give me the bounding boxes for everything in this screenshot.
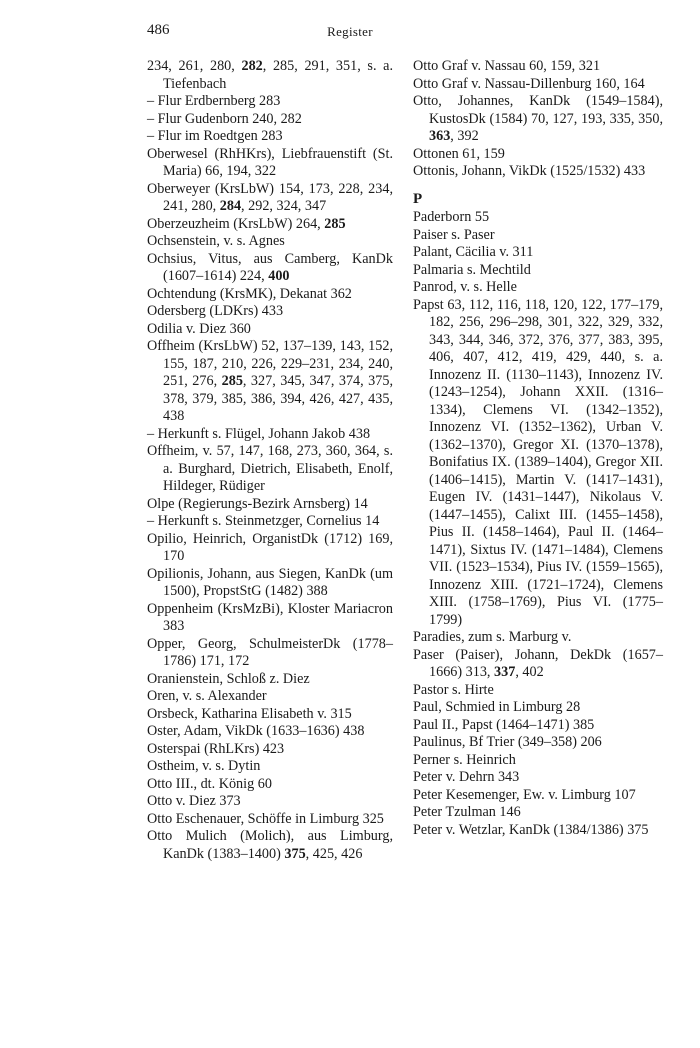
entry-text: , 327, 345, 347, 374, 375, 378, 379, 385, 386, 394, 426, 427, 435, 438 [163, 373, 394, 424]
index-entry [147, 828, 393, 863]
index-entry [147, 286, 393, 304]
entry-text: 234, 261, 280, [147, 58, 242, 74]
entry-text: Oberwesel (RhHKrs), Liebfrauenstift (St. Maria) 66, 194, 322 [147, 145, 393, 179]
index-entry [413, 647, 663, 682]
index-entry [147, 321, 393, 339]
entry-text: Otto, Johannes, KanDk (1549–1584), KustosDk (1584) 70, 127, 193, 335, 350, [413, 93, 663, 127]
entry-text: Perner s. Heinrich [413, 751, 516, 768]
index-entry [413, 804, 663, 822]
entry-text: Oster, Adam, VikDk (1633–1636) 438 [147, 723, 365, 739]
entry-text: Pastor s. Hirte [413, 681, 494, 698]
page-number: 486 [147, 22, 170, 38]
index-entry [147, 776, 393, 794]
entry-text: Odilia v. Diez 360 [147, 320, 251, 337]
entry-text: – Herkunft s. Steinmetzger, Cornelius 14 [147, 513, 380, 529]
index-entry [413, 717, 663, 735]
entry-text: Palant, Cäcilia v. 311 [413, 244, 534, 260]
index-entry [413, 146, 663, 164]
entry-text: Paderborn 55 [413, 209, 490, 225]
bold-page-reference: 400 [268, 268, 290, 284]
index-entry [413, 209, 663, 227]
index-entry [147, 793, 393, 811]
index-entry [147, 251, 393, 286]
bold-page-reference: 285 [324, 215, 346, 232]
entry-text: Paradies, zum s. Marburg v. [413, 629, 572, 645]
entry-text: Peter Tzulman 146 [413, 804, 521, 820]
index-entry [413, 58, 663, 76]
entry-text: Orsbeck, Katharina Elisabeth v. 315 [147, 705, 352, 722]
entry-text: – Flur Gudenborn 240, 282 [147, 110, 302, 127]
index-subentry [147, 513, 393, 531]
entry-text: Ochsius, Vitus, aus Camberg, KanDk (1607–1614) 224, [147, 250, 393, 284]
entry-text: Offheim, v. 57, 147, 168, 273, 360, 364, s. a. Burghard, Dietrich, Elisabeth, Enolf, Hildeger, Rüdiger [147, 443, 393, 494]
entry-text: Papst 63, 112, 116, 118, 120, 122, 177–179, 182, 256, 296–298, 301, 322, 329, 332, 343, 344, 346, 372, 376, 377, 383, 395, 406, 407, 412, 419, 429, 440, s. a. Innozenz II. (1130–1143), Innozenz IV. (1243–1254), Johann XXII. (1316–1334), Clemens VI. (1342–1352), Innozenz VI. (1352–1362), Urban V. (1362–1370), Gregor XI. (1370–1378), Bonifatius IX. (1389–1404), Gregor XII. (1406–1415), Martin V. (1417–1431), Eugen IV. (1431–1447), Nikolaus V. (1447–1455), Calixt III. (1455–1458), Pius II. (1458–1464), Paul II. (1464–1471), Sixtus IV. (1471–1484), Clemens VII. (1523–1534), Pius IV. (1559–1565), Innozenz XIII. (1721–1724), Clemens XIII. (1758–1769), Pius VI. (1775–1799) [413, 296, 663, 628]
entry-text: Otto v. Diez 373 [147, 793, 241, 809]
entry-text: Palmaria s. Mechtild [413, 261, 531, 278]
index-entry [413, 297, 663, 630]
entry-text: Osterspai (RhLKrs) 423 [147, 740, 285, 757]
entry-text: Olpe (Regierungs-Bezirk Arnsberg) 14 [147, 495, 368, 512]
index-entry [413, 629, 663, 647]
index-entry [413, 769, 663, 787]
entry-text: Oppenheim (KrsMzBi), Kloster Mariacron 383 [147, 600, 393, 634]
bold-page-reference: 285 [221, 373, 243, 389]
entry-text: Opilionis, Johann, aus Siegen, KanDk (um 1500), PropstStG (1482) 388 [147, 565, 393, 599]
entry-text: – Flur im Roedtgen 283 [147, 128, 283, 144]
entry-text: Ottonis, Johann, VikDk (1525/1532) 433 [413, 163, 646, 179]
entry-text: Ottonen 61, 159 [413, 145, 505, 162]
index-entry [147, 741, 393, 759]
entry-text: Oranienstein, Schloß z. Diez [147, 670, 310, 687]
index-entry [147, 758, 393, 776]
index-entry [147, 723, 393, 741]
entry-text: Ostheim, v. s. Dytin [147, 758, 261, 774]
index-entry [413, 227, 663, 245]
index-entries-p [413, 209, 663, 839]
entry-text: – Flur Erdbernberg 283 [147, 93, 281, 109]
entry-text: Opper, Georg, SchulmeisterDk (1778–1786) 171, 172 [147, 635, 393, 669]
entry-text: Otto III., dt. König 60 [147, 775, 272, 792]
entry-text: Peter Kesemenger, Ew. v. Limburg 107 [413, 786, 636, 803]
index-entry [413, 76, 663, 94]
index-entry [147, 688, 393, 706]
index-entry [147, 811, 393, 829]
index-entry [147, 303, 393, 321]
index-subentry [147, 93, 393, 111]
index-entry [147, 58, 393, 93]
entry-text: Paul, Schmied in Limburg 28 [413, 699, 581, 715]
index-entry [147, 601, 393, 636]
index-entry [413, 734, 663, 752]
index-subentry [147, 111, 393, 129]
entry-text: Oberweyer (KrsLbW) 154, 173, 228, 234, 241, 280, [147, 180, 393, 214]
index-entry [147, 566, 393, 601]
index-entry [147, 531, 393, 566]
index-column-left [147, 58, 393, 863]
entry-text: Opilio, Heinrich, OrganistDk (1712) 169, 170 [147, 530, 393, 564]
entry-text: – Herkunft s. Flügel, Johann Jakob 438 [147, 425, 371, 442]
entry-text: Odersberg (LDKrs) 433 [147, 303, 284, 319]
section-letter: P [413, 190, 423, 207]
index-entry [413, 262, 663, 280]
entry-text: Oberzeuzheim (KrsLbW) 264, [147, 215, 325, 232]
index-entry [413, 279, 663, 297]
entry-text: Otto Graf v. Nassau-Dillenburg 160, 164 [413, 75, 645, 92]
index-entry [147, 338, 393, 426]
index-entry [147, 146, 393, 181]
index-entry [413, 244, 663, 262]
index-entry [413, 93, 663, 146]
index-column-right [413, 58, 663, 839]
index-entry [413, 787, 663, 805]
index-entry [147, 216, 393, 234]
index-subentry [147, 128, 393, 146]
entry-text: Peter v. Wetzlar, KanDk (1384/1386) 375 [413, 821, 649, 838]
bold-page-reference: 282 [241, 58, 263, 74]
index-subentry [147, 426, 393, 444]
index-entry [147, 181, 393, 216]
entry-text: Paiser s. Paser [413, 226, 495, 243]
index-entry [147, 706, 393, 724]
index-entry [147, 233, 393, 251]
entry-text: Paulinus, Bf Trier (349–358) 206 [413, 734, 602, 750]
index-entry [413, 163, 663, 181]
entry-text: Panrod, v. s. Helle [413, 279, 517, 295]
entry-text: Otto Eschenauer, Schöffe in Limburg 325 [147, 810, 384, 827]
entry-text: Peter v. Dehrn 343 [413, 769, 520, 785]
bold-page-reference: 284 [219, 198, 242, 214]
entry-text: , 285, 291, 351, s. a. Tiefenbach [163, 58, 393, 92]
index-entry [413, 699, 663, 717]
entry-text: Oren, v. s. Alexander [147, 688, 267, 704]
entry-text: Offheim (KrsLbW) 52, 137–139, 143, 152, 155, 187, 210, 226, 229–231, 234, 240, 251, 276, [147, 338, 393, 389]
index-entry [147, 443, 393, 496]
index-entry [413, 682, 663, 700]
entry-text: Otto Graf v. Nassau 60, 159, 321 [413, 58, 601, 74]
entry-text: , 425, 426 [305, 845, 363, 862]
entry-text: , 292, 324, 347 [241, 198, 327, 214]
entry-text: , 402 [515, 664, 544, 680]
running-head: Register [327, 24, 373, 39]
index-entry [147, 496, 393, 514]
index-entry [413, 752, 663, 770]
entry-text: Paul II., Papst (1464–1471) 385 [413, 716, 595, 733]
index-entry [413, 822, 663, 840]
index-entries-o [413, 58, 663, 181]
entry-text: Ochtendung (KrsMK), Dekanat 362 [147, 285, 352, 302]
bold-page-reference: 375 [284, 845, 306, 862]
entry-text: Ochsenstein, v. s. Agnes [147, 233, 285, 249]
entry-text: Otto Mulich (Molich), aus Limburg, KanDk (1383–1400) [147, 828, 393, 862]
bold-page-reference: 337 [494, 664, 516, 680]
index-entry [147, 671, 393, 689]
bold-page-reference: 363 [429, 128, 451, 144]
entry-text: , 392 [450, 128, 479, 144]
entry-text: Paser (Paiser), Johann, DekDk (1657–1666) 313, [413, 646, 663, 680]
index-entry [147, 636, 393, 671]
